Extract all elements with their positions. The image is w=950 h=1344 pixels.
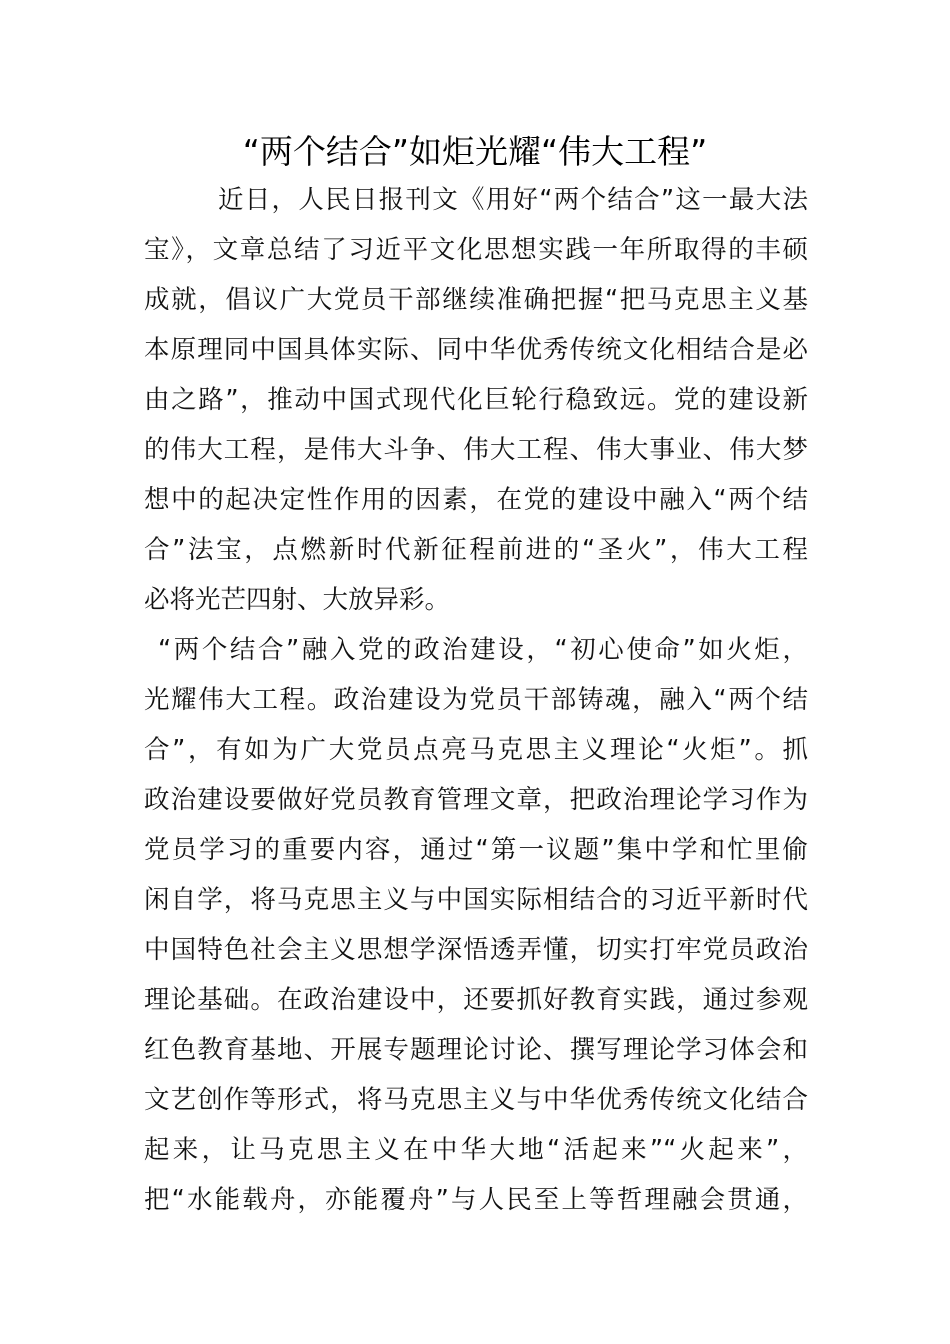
- paragraph-2-line: 理论基础。在政治建设中，还要抓好教育实践，通过参观: [144, 985, 808, 1015]
- paragraph-2-line: 政治建设要做好党员教育管理文章，把政治理论学习作为: [144, 785, 808, 815]
- paragraph-1-line: 近日，人民日报刊文《用好“两个结合”这一最大法: [218, 185, 808, 215]
- document-title: “两个结合”如炬光耀“伟大工程”: [242, 132, 708, 171]
- paragraph-1-line: 宝》，文章总结了习近平文化思想实践一年所取得的丰硕: [144, 235, 808, 265]
- paragraph-1-line: 必将光芒四射、大放异彩。: [144, 585, 451, 615]
- paragraph-2-line: 合”，有如为广大党员点亮马克思主义理论“火炬”。抓: [144, 735, 808, 765]
- paragraph-1-line: 合”法宝，点燃新时代新征程前进的“圣火”，伟大工程: [144, 535, 808, 565]
- paragraph-2-line: 闲自学，将马克思主义与中国实际相结合的习近平新时代: [144, 885, 808, 915]
- paragraph-2-line: 把“水能载舟，亦能覆舟”与人民至上等哲理融会贯通，: [144, 1185, 808, 1215]
- paragraph-2-line: 党员学习的重要内容，通过“第一议题”集中学和忙里偷: [144, 835, 808, 865]
- paragraph-1-line: 本原理同中国具体实际、同中华优秀传统文化相结合是必: [144, 335, 808, 365]
- paragraph-2-line: 红色教育基地、开展专题理论讨论、撰写理论学习体会和: [144, 1035, 808, 1065]
- paragraph-2-line: 文艺创作等形式，将马克思主义与中华优秀传统文化结合: [144, 1085, 808, 1115]
- paragraph-2-line: 光耀伟大工程。政治建设为党员干部铸魂，融入“两个结: [144, 685, 808, 715]
- paragraph-1-line: 成就，倡议广大党员干部继续准确把握“把马克思主义基: [144, 285, 808, 315]
- paragraph-1-line: 由之路”，推动中国式现代化巨轮行稳致远。党的建设新: [144, 385, 808, 415]
- paragraph-2-line: 中国特色社会主义思想学深悟透弄懂，切实打牢党员政治: [144, 935, 808, 965]
- paragraph-2-line: 起来，让马克思主义在中华大地“活起来”“火起来”，: [144, 1135, 808, 1165]
- paragraph-2-line: “两个结合”融入党的政治建设，“初心使命”如火炬，: [158, 635, 808, 665]
- paragraph-1-line: 的伟大工程，是伟大斗争、伟大工程、伟大事业、伟大梦: [144, 435, 808, 465]
- paragraph-1-line: 想中的起决定性作用的因素，在党的建设中融入“两个结: [144, 485, 808, 515]
